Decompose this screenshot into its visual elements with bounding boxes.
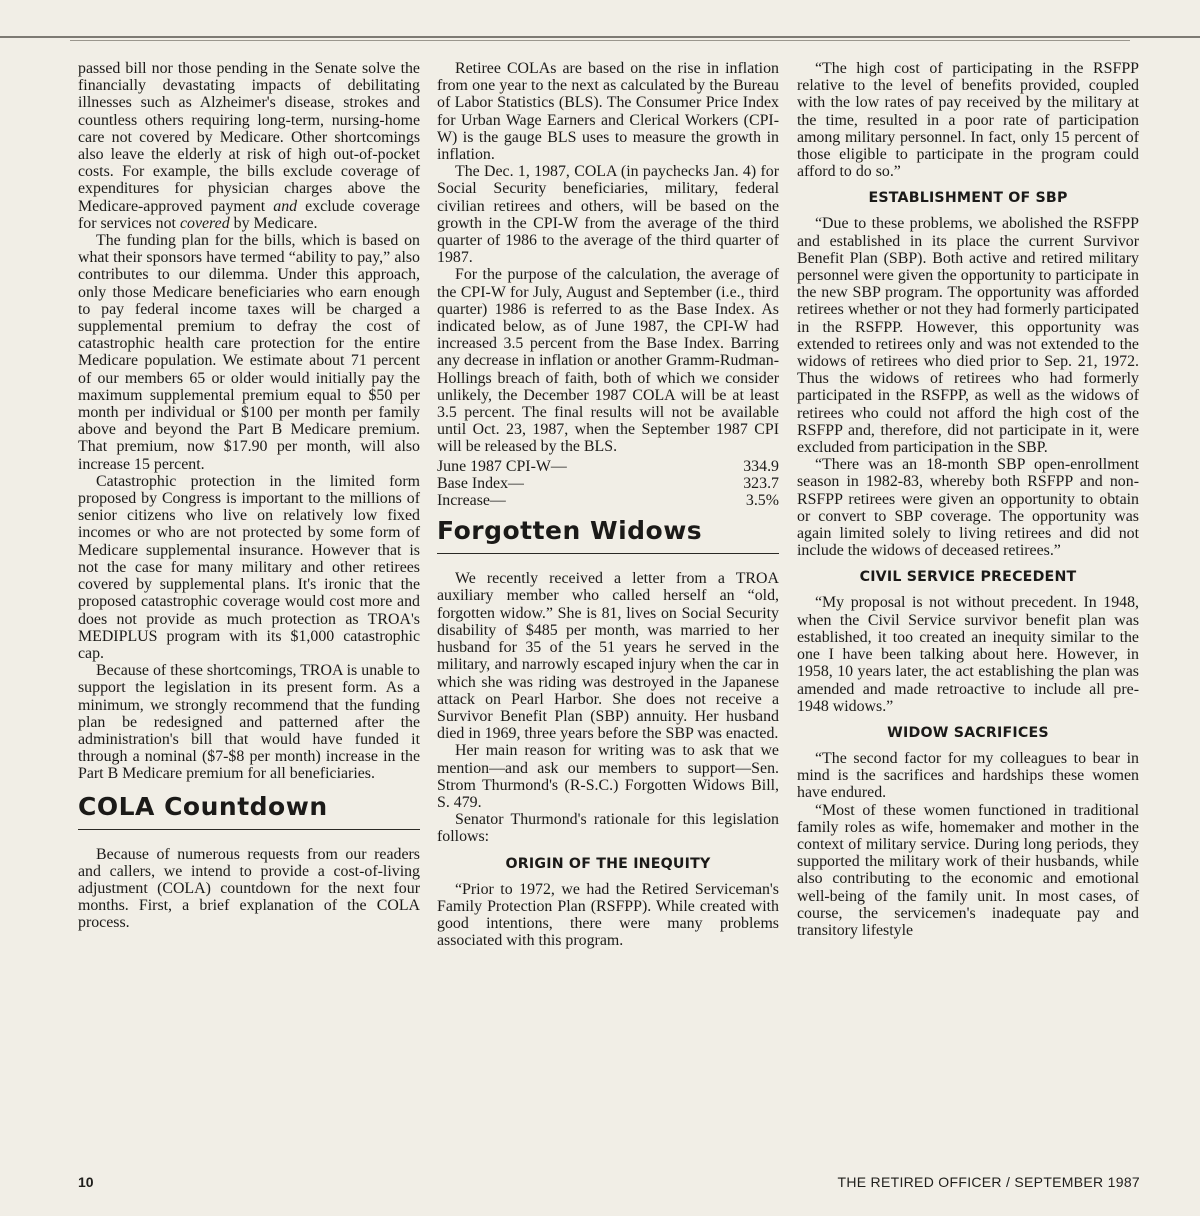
paragraph: “The second factor for my colleagues to bear in mind is the sacrifices and hardships these women have endured. <box>797 749 1139 802</box>
paragraph: “Most of these women functioned in traditional family roles as wife, homemaker and mother in the context of military service. During long periods, they supported the military work of their husbands, while also contributing to the economic and emotional well-being of the family unit. In most cases, of course, the servicemen's inadequate pay and transitory lifestyle <box>797 801 1139 939</box>
paragraph: The funding plan for the bills, which is based on what their sponsors have termed “ability to pay,” also contributes to our dilemma. Under this approach, only those Medicare beneficiaries who earn enough to pay federal income taxes will be charged a supplemental premium to defray the cost of catastrophic health care protection for the entire Medicare population. We estimate about 71 percent of our members 65 or older would initially pay the maximum supplemental premium equal to $50 per month per individual or $100 per month per family above and beyond the Part B Medicare premium. That premium, now $17.90 per month, will also increase 15 percent. <box>78 232 420 473</box>
top-rule-thin <box>70 40 1130 41</box>
column-1 <box>78 60 420 932</box>
paragraph: “There was an 18-month SBP open-enrollment season in 1982-83, whereby both RSFPP and non-RSFPP retirees were given an opportunity to obtain or convert to SBP coverage. The opportunity was again limited solely to living retirees and did not include the widows of deceased retirees.” <box>797 456 1139 560</box>
stat-label: June 1987 CPI-W— <box>437 457 567 475</box>
paragraph: The Dec. 1, 1987, COLA (in paychecks Jan. 4) for Social Security beneficiaries, military, federal civilian retirees and others, will be based on the growth in the CPI-W from the average of the third quarter of 1986 to the average of the third quarter of 1987. <box>437 163 779 267</box>
paragraph: Retiree COLAs are based on the rise in inflation from one year to the next as calculated by the Bureau of Labor Statistics (BLS). The Consumer Price Index for Urban Wage Earners and Clerical Workers (CPI-W) is the gauge BLS uses to measure the growth in inflation. <box>437 60 779 164</box>
paragraph: passed bill nor those pending in the Senate solve the financially devastating impacts of debilitating illnesses such as Alzheimer's disease, strokes and countless others requiring long-term, nursing-home care not covered by Medicare. Other shortcomings also leave the elderly at risk of high out-of-pocket costs. For example, the bills exclude coverage of expenditures for physician charges above the Medicare-approved payment and exclude coverage for services not covered by Medicare. <box>78 60 420 232</box>
subheading-origin: ORIGIN OF THE INEQUITY <box>505 855 711 872</box>
paragraph: “Due to these problems, we abolished the RSFPP and established in its place the current Survivor Benefit Plan (SBP). Both active and retired military personnel were given the opportunity to participate in the new SBP program. The opportunity was afforded retirees whether or not they had formerly participated in the RSFPP. However, this opportunity was extended to retirees only and was not extended to the widows of retirees who died prior to Sep. 21, 1972. Thus the widows of retirees who had formerly participated in the RSFPP, as well as the widows of retirees who could not afford the high cost of the RSFPP and, therefore, did not participate in it, were excluded from participation in the SBP. <box>797 215 1139 457</box>
page-number: 10 <box>78 1174 94 1190</box>
stat-value: 3.5% <box>745 492 779 510</box>
paragraph: For the purpose of the calculation, the average of the CPI-W for July, August and September (i.e., third quarter) 1986 is referred to as the Base Index. As indicated below, as of June 1987, the CPI-W had increased 3.5 percent from the Base Index. Barring any decrease in inflation or another Gramm-Rudman-Hollings breach of faith, both of which we consider unlikely, the December 1987 COLA will be at least 3.5 percent. The final results will not be available until Oct. 23, 1987, when the September 1987 CPI will be released by the BLS. <box>437 266 779 456</box>
paragraph: “The high cost of participating in the RSFPP relative to the level of benefits provided, coupled with the low rates of pay received by the military at the time, resulted in a poor rate of participation among military personnel. In fact, only 15 percent of those eligible to participate in the program could afford to do so.” <box>797 60 1139 181</box>
subheading-establishment: ESTABLISHMENT OF SBP <box>868 190 1068 207</box>
stat-row <box>437 475 779 492</box>
top-rule <box>0 36 1200 38</box>
paragraph: “Prior to 1972, we had the Retired Serviceman's Family Protection Plan (RSFPP). While created with good intentions, there were many problems associated with this program. <box>437 880 779 950</box>
subheading-widow-sacrifices: WIDOW SACRIFICES <box>887 724 1049 741</box>
cpi-stats-table <box>437 458 779 510</box>
column-2 <box>437 60 779 949</box>
paragraph: “My proposal is not without precedent. In 1948, when the Civil Service survivor benefit plan was established, it too created an inequity similar to the one I have been talking about here. However, in 1958, 10 years later, the act establishing the plan was amended and made retroactive to include all pre-1948 widows.” <box>797 594 1139 715</box>
paragraph: Because of these shortcomings, TROA is unable to support the legislation in its present form. As a minimum, we strongly recommend that the funding plan be redesigned and patterned after the administration's bill that would have funded it through a nominal ($7-$8 per month) increase in the Part B Medicare premium for all beneficiaries. <box>78 662 420 783</box>
stat-value: 323.7 <box>743 474 779 492</box>
paragraph: Catastrophic protection in the limited form proposed by Congress is important to the millions of senior citizens who live on relatively low fixed incomes or who are not protected by some form of Medicare supplemental insurance. However that is not the case for many military and other retirees covered by supplemental plans. It's ironic that the proposed catastrophic coverage would cost more and does not provide as much protection as TROA's MEDIPLUS program with its $1,000 catastrophic cap. <box>78 472 420 662</box>
paragraph: We recently received a letter from a TROA auxiliary member who called herself an “old, forgotten widow.” She is 81, lives on Social Security disability of $485 per month, was married to her husband for 35 of the 51 years he served in the military, and narrowly escaped injury when the car in which she was riding was destroyed in the Japanese attack on Pearl Harbor. She does not receive a Survivor Benefit Plan (SBP) annuity. Her husband died in 1969, three years before the SBP was enacted. <box>437 570 779 743</box>
publication-footer: THE RETIRED OFFICER / SEPTEMBER 1987 <box>837 1174 1140 1190</box>
section-heading-cola-countdown: COLA Countdown <box>78 793 420 830</box>
stat-row <box>437 458 779 475</box>
column-3 <box>797 60 1139 939</box>
stat-value: 334.9 <box>743 457 779 475</box>
section-heading-forgotten-widows: Forgotten Widows <box>437 517 779 554</box>
paragraph: Her main reason for writing was to ask that we mention—and ask our members to support—Sen. Strom Thurmond's (R-S.C.) Forgotten Widows Bill, S. 479. <box>437 742 779 811</box>
subheading-civil-service: CIVIL SERVICE PRECEDENT <box>859 569 1077 586</box>
paragraph: Because of numerous requests from our readers and callers, we intend to provide a cost-of-living adjustment (COLA) countdown for the next four months. First, a brief explanation of the COLA process. <box>78 845 420 932</box>
paragraph: Senator Thurmond's rationale for this legislation follows: <box>437 811 779 846</box>
stat-label: Base Index— <box>437 474 524 492</box>
stat-row <box>437 492 779 509</box>
stat-label: Increase— <box>437 492 506 510</box>
